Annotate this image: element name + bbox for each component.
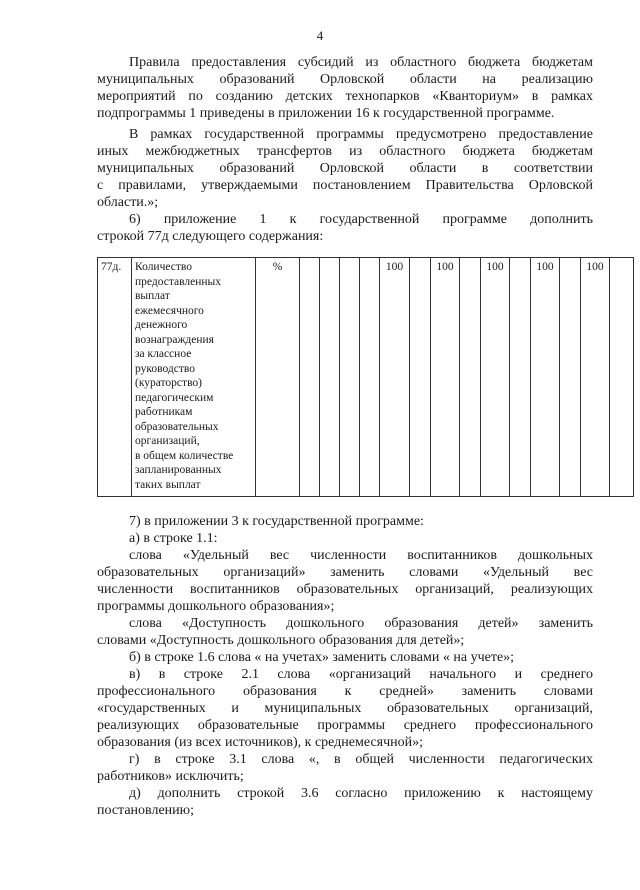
text-line: в) в строке 2.1 слова «организаций начального и среднего <box>129 667 593 682</box>
text-line: 6) приложение 1 к государственной программе дополнить <box>129 212 593 227</box>
text-line: В рамках государственной программы предусмотрено предоставление <box>129 127 593 142</box>
text-line: муниципальных образований Орловской области в соответствии <box>97 161 593 176</box>
empty-cell <box>610 258 634 497</box>
text-line: подпрограммы 1 приведены в приложении 16 к государственной программе. <box>97 106 555 121</box>
text-line: образования (из всех источников), к среднемесячной»; <box>97 735 424 750</box>
text-line: муниципальных образований Орловской области на реализацию <box>97 72 593 87</box>
indicator-description-cell <box>132 258 256 497</box>
text-line: области.»; <box>97 195 159 210</box>
description-line: запланированных <box>135 464 222 476</box>
empty-cell <box>560 258 581 497</box>
value-cell: 100 <box>531 258 560 497</box>
text-line: численности воспитанников образовательных организаций, реализующих <box>97 582 593 597</box>
empty-cell <box>300 258 320 497</box>
value-cell: 100 <box>581 258 610 497</box>
paragraph-subsidy-rules <box>97 54 593 122</box>
empty-cell <box>360 258 380 497</box>
text-line: мероприятий по созданию детских технопарков «Кванториум» в рамках <box>97 89 593 104</box>
description-line: за классное <box>135 348 192 360</box>
empty-cell <box>340 258 360 497</box>
unit-cell: % <box>256 258 300 497</box>
description-line: организаций, <box>135 435 200 447</box>
empty-cell <box>320 258 340 497</box>
description-line: Количество <box>135 261 192 273</box>
description-line: в общем количестве <box>135 449 234 462</box>
description-line: (кураторство) <box>135 377 202 389</box>
item-a-heading: а) в строке 1.1: <box>129 531 218 546</box>
empty-cell <box>410 258 431 497</box>
item-b: б) в строке 1.6 слова « на учетах» заменить словами « на учете»; <box>129 650 515 665</box>
value-cell: 100 <box>431 258 460 497</box>
description-line: ежемесячного <box>135 304 204 317</box>
text-line: д) дополнить строкой 3.6 согласно приложению к настоящему <box>129 786 593 801</box>
text-line: с правилами, утверждаемыми постановлением Правительства Орловской <box>97 178 593 193</box>
text-line: иных межбюджетных трансфертов из областного бюджета бюджетам <box>97 144 593 159</box>
description-line: денежного <box>135 319 188 331</box>
paragraph-item-6 <box>97 211 593 245</box>
description-line: вознаграждения <box>135 333 214 346</box>
inserted-row-table <box>97 257 634 497</box>
text-line: программы дошкольного образования»; <box>97 599 335 614</box>
page-number: 4 <box>316 28 324 43</box>
text-line: работников» исключить; <box>97 769 244 784</box>
empty-cell <box>460 258 481 497</box>
text-line: г) в строке 3.1 слова «, в общей численности педагогических <box>129 752 593 767</box>
text-line: слова «Удельный вес численности воспитанников дошкольных <box>129 548 593 563</box>
description-line: руководство <box>135 362 195 375</box>
row-number-cell: 77д. <box>98 258 132 497</box>
text-line: постановлению; <box>97 803 195 818</box>
table-row <box>98 258 634 497</box>
description-line: педагогическим <box>135 391 214 404</box>
value-cell: 100 <box>380 258 410 497</box>
text-line: реализующих образовательные программы среднего профессионального <box>97 718 593 733</box>
description-line: предоставленных <box>135 275 222 288</box>
text-line: образовательных организаций» заменить словами «Удельный вес <box>97 565 593 580</box>
paragraph-interbudget-transfers <box>97 126 593 211</box>
text-line: словами «Доступность дошкольного образования для детей»; <box>97 633 465 648</box>
description-line: работникам <box>135 406 193 418</box>
value-cell: 100 <box>481 258 510 497</box>
text-line: строкой 77д следующего содержания: <box>97 229 324 244</box>
text-line: Правила предоставления субсидий из областного бюджета бюджетам <box>129 55 593 70</box>
text-line: «государственных и муниципальных образовательных организаций, <box>97 701 593 716</box>
empty-cell <box>510 258 531 497</box>
description-line: образовательных <box>135 420 219 433</box>
text-line: профессионального образования к средней» заменить словами <box>97 684 593 699</box>
description-line: таких выплат <box>135 478 201 491</box>
amendments-section <box>97 513 593 819</box>
text-line: слова «Доступность дошкольного образования детей» заменить <box>129 616 593 631</box>
item-7-heading: 7) в приложении 3 к государственной программе: <box>129 514 424 529</box>
description-line: выплат <box>135 290 170 302</box>
